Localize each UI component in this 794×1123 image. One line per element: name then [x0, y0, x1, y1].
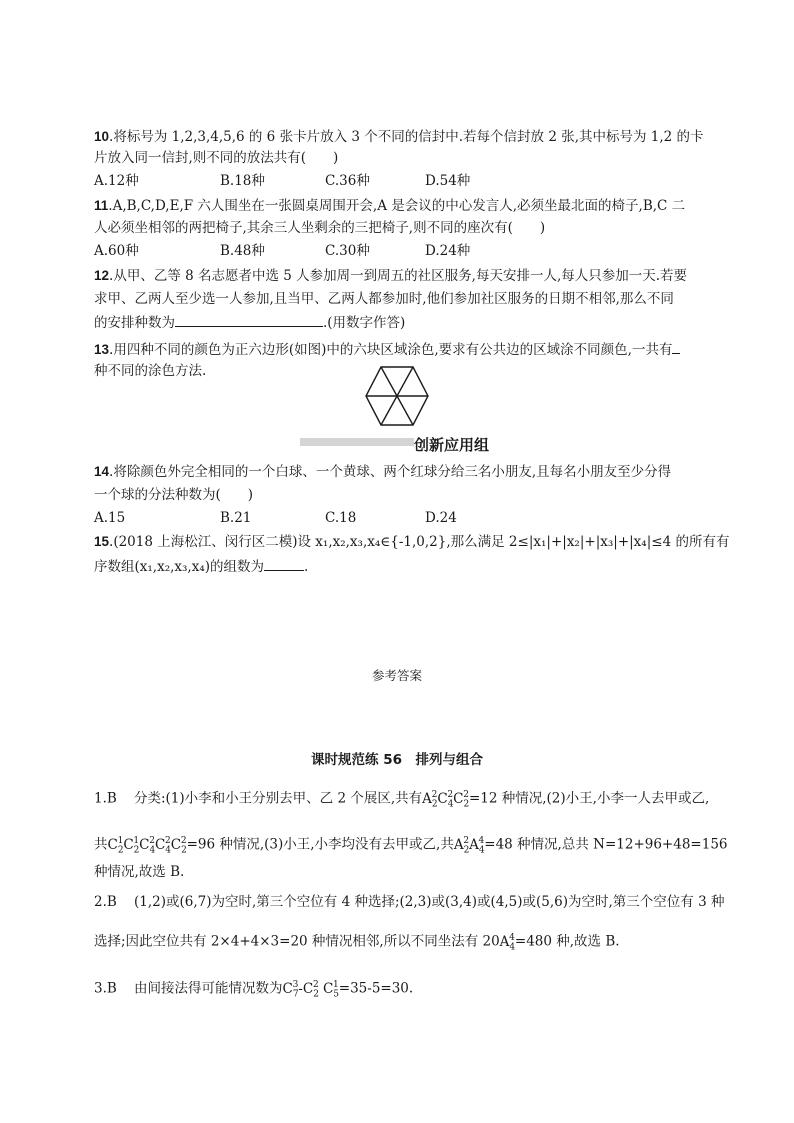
question-number: 14: [94, 464, 110, 479]
chapter-title: 课时规范练 56 排列与组合: [311, 752, 483, 768]
answer-blank: [175, 312, 323, 327]
option-b: B.18种: [220, 173, 265, 189]
answer-1-line2: [94, 831, 728, 860]
combination-formula: $A_2^2A_4^4$: [453, 836, 485, 856]
q12-line2: 求甲、乙两人至少选一人参加,且当甲、乙两人都参加时,他们参加社区服务的日期不相邻,那么不同: [94, 291, 674, 307]
q13-line1: [94, 339, 680, 360]
question-number: 13: [94, 342, 110, 357]
answer-1-line3: 种情况,故选 B.: [94, 864, 185, 880]
answer-text: 由间接法得可能情况数为: [133, 980, 283, 997]
section-title: 创新应用组: [414, 436, 490, 454]
question-text: 的安排种数为: [94, 315, 175, 331]
answers-heading: 参考答案: [371, 668, 422, 683]
q15-line1: [94, 532, 729, 552]
option-d: D.24: [425, 510, 457, 526]
answer-blank: [264, 556, 304, 571]
answer-blank: [672, 339, 680, 354]
combination-formula: $A_4^4$: [499, 933, 516, 953]
question-number: 10: [94, 129, 110, 144]
q13-line2: 种不同的涂色方法.: [94, 363, 207, 379]
option-a: A.60种: [94, 243, 139, 259]
question-text: .将除颜色外完全相同的一个白球、一个黄球、两个红球分给三名小朋友,且每名小朋友至少分得: [109, 464, 672, 480]
hexagon-figure: [364, 364, 430, 428]
question-text: .(2018 上海松江、闵行区二模)设: [109, 534, 316, 550]
combination-formula: $C_7^3-C_2^2$ $C_5^1$: [282, 980, 340, 1000]
q10-line1: [94, 127, 704, 147]
q12-line1: [94, 266, 687, 286]
q14-line1: [94, 462, 671, 482]
q10-line2: 片放入同一信封,则不同的放法共有( ): [94, 150, 339, 166]
question-text: .A,B,C,D,E,F 六人围坐在一张圆桌周围开会,A 是会议的中心发言人,必须坐最北面的椅子,B,C 二: [108, 198, 686, 214]
option-a: A.12种: [94, 173, 139, 189]
question-text: .将标号为 1,2,3,4,5,6 的 6 张卡片放入 3 个不同的信封中.若每个信封放 2 张,其中标号为 1,2 的卡: [109, 129, 704, 145]
answer-1-line1: [94, 785, 709, 814]
question-text: .(用数字作答): [323, 315, 406, 331]
answer-label: 3.B: [94, 980, 117, 997]
question-number: 12: [94, 268, 110, 283]
answer-text: =12 种情况,(2)小王,小李一人去甲或乙,: [468, 790, 710, 807]
answer-2-line1: [94, 892, 724, 912]
answer-label: 2.B: [94, 894, 117, 910]
question-text: 序数组(x₁,x₂,x₃,x₄)的组数为: [94, 559, 265, 575]
combination-formula: $C_2^1C_2^1C_4^2C_4^2C_2^2$: [107, 836, 187, 856]
option-c: C.36种: [325, 173, 370, 189]
answer-2-line2: [94, 928, 620, 957]
option-b: B.21: [220, 510, 252, 526]
answer-text: =35-5=30.: [338, 980, 414, 997]
option-d: D.54种: [425, 173, 471, 189]
answer-text: (1,2)或(6,7)为空时,第三个空位有 4 种选择;(2,3)或(3,4)或(4,5)或(5,6)为空时,第三个空位有 3 种: [133, 894, 725, 910]
question-text: x₁,x₂,x₃,x₄∈{-1,0,2},那么满足 2≤|x₁|+|x₂|+|x₃|+|x₄|≤4 的所有有: [315, 534, 730, 550]
answer-3-line1: [94, 975, 413, 1004]
q12-line3: [94, 312, 405, 333]
question-number: 11: [94, 198, 109, 213]
answer-text: 共: [94, 836, 108, 853]
q11-line1: [94, 196, 685, 216]
option-c: C.30种: [325, 243, 370, 259]
option-d: D.24种: [425, 243, 471, 259]
q11-line2: 人必须坐相邻的两把椅子,其余三人坐剩余的三把椅子,则不同的座次有( ): [94, 220, 546, 236]
question-text: .用四种不同的颜色为正六边形(如图)中的六块区域涂色,要求有公共边的区域涂不同颜色,一共有: [109, 342, 673, 358]
question-text: .: [304, 559, 309, 575]
question-text: .从甲、乙等 8 名志愿者中选 5 人参加周一到周五的社区服务,每天安排一人,每人只参加一天.若要: [109, 268, 688, 284]
option-b: B.48种: [220, 243, 265, 259]
q15-line2: [94, 556, 308, 577]
answer-text: 选择;因此空位共有 2×4+4×3=20 种情况相邻,所以不同坐法有 20: [94, 933, 500, 950]
answer-text: 分类:(1)小李和小王分别去甲、乙 2 个展区,共有: [133, 790, 423, 807]
answer-text: =48 种情况,总共 N=12+96+48=156: [484, 836, 728, 853]
option-c: C.18: [325, 510, 357, 526]
answer-text: =480 种,故选 B.: [514, 933, 620, 950]
combination-formula: $A_2^2C_4^2C_2^2$: [422, 790, 470, 810]
option-a: A.15: [94, 510, 126, 526]
answer-text: =96 种情况,(3)小王,小李均没有去甲或乙,共: [186, 836, 454, 853]
section-bar: [300, 438, 414, 446]
question-number: 15: [94, 534, 110, 549]
answer-label: 1.B: [94, 790, 117, 807]
q14-line2: 一个球的分法种数为( ): [94, 487, 254, 503]
